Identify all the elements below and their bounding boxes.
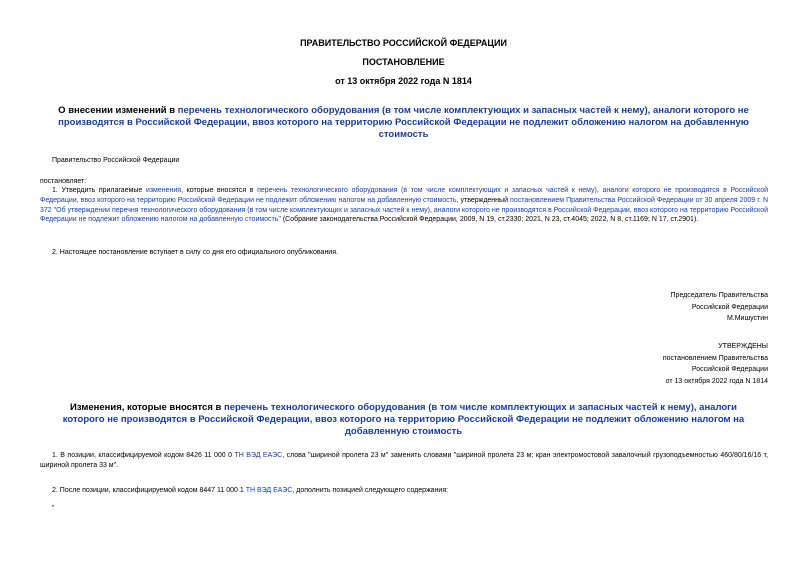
document-title [40,105,767,141]
document-type: ПОСТАНОВЛЕНИЕ [362,57,445,67]
government-heading: ПРАВИТЕЛЬСТВО РОССИЙСКОЙ ФЕДЕРАЦИИ [300,38,507,48]
document-title-prefix: О внесении изменений в [58,105,178,116]
quote-mark: " [52,505,55,512]
paragraph-1-text-c: , утвержденный [456,196,511,204]
paragraph-2: 2. Настоящее постановление вступает в силу со дня его официального опубликования. [52,249,338,256]
changes-title-prefix: Изменения, которые вносятся в [70,402,224,413]
approved-line-2: постановлением Правительства [662,354,768,362]
changes-title [55,402,752,438]
paragraph-1-text-a: 1. Утвердить прилагаемые [52,187,146,194]
approved-line-4: от 13 октября 2022 года N 1814 [665,377,768,385]
government-line: Правительство Российской Федерации [52,157,180,164]
signature-line-3: М.Мишустин [726,315,768,322]
resolution-link[interactable]: постановлением Правительства Российской Федерации от 30 апреля 2009 г. N 372 "Об утверждении перечня технологического оборудования (в том числе комплектующих и запасных частей к нему), аналоги которого не производятся в Российской Федерации, ввоз которого на территорию Российской Федерации не подлежит обложению налогом на добавленную стоимость" [40,196,768,224]
tn-ved-link-1[interactable]: ТН ВЭД ЕАЭС [234,452,283,459]
list-link-2[interactable]: перечень технологического оборудования (в том числе комплектующих и запасных частей к нему), аналоги которого не производятся в Российской Федерации, ввоз которого на территорию Российской Федерации не подлежит обложению налогом на добавленную стоимость [40,187,768,204]
paragraph-1 [40,186,768,225]
decides-line: постановляет: [40,178,87,185]
change-item-1-text-a: 1. В позиции, классифицируемой кодом 8426 11 000 0 [52,452,235,459]
signature-line-2: Российской Федерации [691,303,768,311]
approved-line-3: Российской Федерации [691,366,768,373]
change-item-2-text-b: , дополнить позицией следующего содержания: [292,487,449,494]
paragraph-1-text-b: , которые вносятся в [181,187,258,194]
approved-block [560,341,768,387]
approved-line-1: УТВЕРЖДЕНЫ [718,343,768,350]
list-link[interactable]: перечень технологического оборудования (в том числе комплектующих и запасных частей к нему), аналоги которого не производятся в Российской Федерации, ввоз которого на территорию Российской Федерации не подлежит обложению налогом на добавленную стоимость [58,105,749,140]
signature-block [560,290,768,325]
change-item-2 [52,486,752,496]
changes-list-link[interactable]: перечень технологического оборудования (в том числе комплектующих и запасных частей к нему), аналоги которого не производятся в Российской Федерации, ввоз которого на территорию Российской Федерации не подлежит обложению налогом на добавленную стоимость [62,402,745,437]
tn-ved-link-2[interactable]: ТН ВЭД ЕАЭС [245,487,293,494]
change-item-2-text-a: 2. После позиции, классифицируемой кодом 8447 11 000 1 [52,487,246,494]
change-item-1-text-b: , слова "шириной пролета 23 м" заменить словами "шириной пролета 23 м; кран электромостовой завалочный грузоподъемностью 460/80/16/16 т, шириной пролета 33 м". [40,452,769,469]
paragraph-1-text-d: (Собрание законодательства Российской Федерации, 2009, N 19, ст.2330; 2021, N 23, ст.4045; 2022, N 8, ст.1169; N 17, ст.2901). [280,216,699,224]
changes-link[interactable]: изменения [145,187,182,194]
document-date-number: от 13 октября 2022 года N 1814 [335,76,472,86]
signature-line-1: Председатель Правительства [670,292,768,299]
change-item-1 [40,451,768,471]
